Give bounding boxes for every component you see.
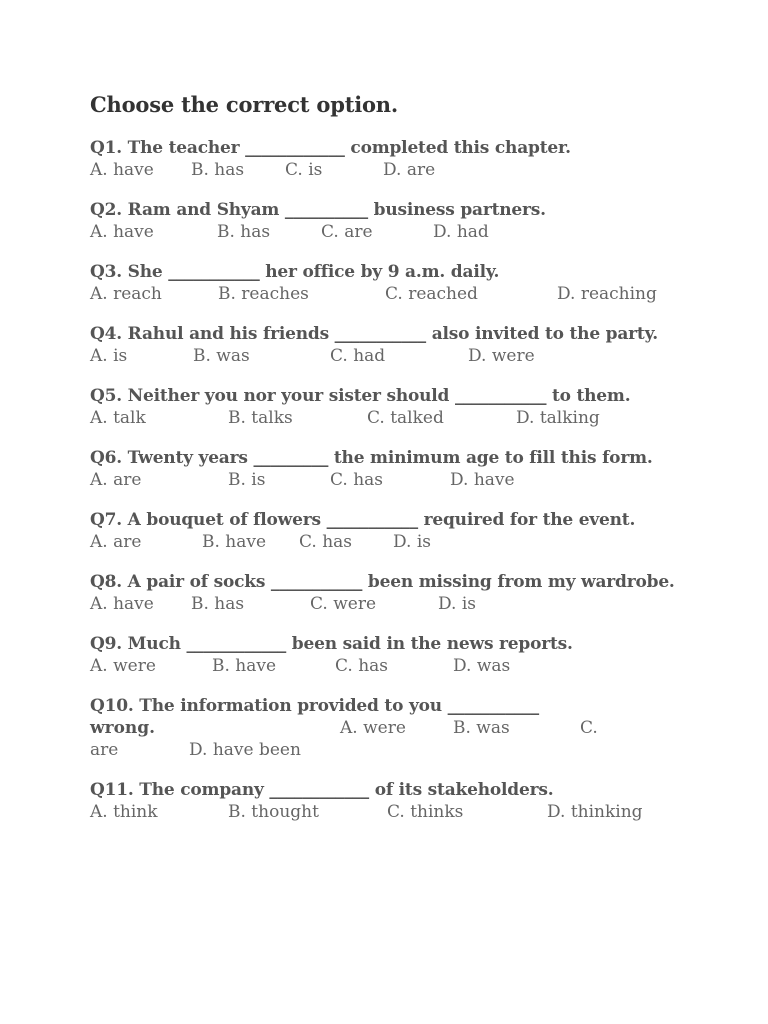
question-text: Q11. The company ____________ of its stakeholders. [90, 780, 554, 800]
option-a: A. think [90, 802, 158, 822]
question-text: Q10. The information provided to you ___________ [90, 696, 539, 716]
option-d: D. have [450, 470, 515, 490]
option-c: C. is [285, 160, 323, 180]
options-row [90, 407, 690, 429]
option-b: B. was [453, 718, 510, 738]
option-c: C. reached [385, 284, 478, 304]
option-a: A. are [90, 470, 142, 490]
option-a: A. reach [90, 284, 162, 304]
question-9 [90, 633, 690, 677]
options-row [90, 655, 690, 677]
question-text: Q3. She ___________ her office by 9 a.m. daily. [90, 262, 500, 282]
options-row [90, 159, 690, 181]
question-text: Q8. A pair of socks ___________ been missing from my wardrobe. [90, 572, 675, 592]
option-d: D. is [393, 532, 431, 552]
question-3 [90, 261, 690, 305]
question-5 [90, 385, 690, 429]
option-b: B. has [217, 222, 271, 242]
option-d: D. are [383, 160, 436, 180]
option-d: D. was [453, 656, 511, 676]
option-a: A. have [90, 160, 154, 180]
option-c: C. [580, 718, 598, 738]
options-row [90, 469, 690, 491]
question-10 [90, 695, 690, 761]
option-b: B. talks [228, 408, 293, 428]
option-c: C. were [310, 594, 377, 614]
option-b: B. have [202, 532, 267, 552]
question-text-continued [90, 717, 690, 739]
option-d: D. reaching [557, 284, 657, 304]
option-d: D. were [468, 346, 535, 366]
option-c-text: are [90, 740, 119, 760]
worksheet [90, 92, 690, 841]
question-text: Q9. Much ____________ been said in the news reports. [90, 634, 573, 654]
question-6 [90, 447, 690, 491]
option-b: B. has [191, 160, 245, 180]
option-c: C. talked [367, 408, 444, 428]
options-row [90, 283, 690, 305]
option-d: D. have been [189, 740, 301, 760]
question-text-wrap: wrong. [90, 718, 156, 738]
option-d: D. is [438, 594, 476, 614]
options-row [90, 531, 690, 553]
worksheet-title: Choose the correct option. [90, 92, 398, 117]
option-b: B. have [212, 656, 277, 676]
options-row [90, 345, 690, 367]
option-a: A. were [340, 718, 406, 738]
option-c: C. thinks [387, 802, 464, 822]
option-a: A. have [90, 222, 154, 242]
question-1 [90, 137, 690, 181]
question-8 [90, 571, 690, 615]
options-row [90, 739, 690, 761]
option-b: B. thought [228, 802, 319, 822]
question-2 [90, 199, 690, 243]
option-c: C. has [335, 656, 389, 676]
option-c: C. has [299, 532, 353, 552]
options-row [90, 801, 690, 823]
question-text: Q6. Twenty years _________ the minimum age to fill this form. [90, 448, 653, 468]
question-7 [90, 509, 690, 553]
question-4 [90, 323, 690, 367]
option-a: A. are [90, 532, 142, 552]
question-text: Q1. The teacher ____________ completed this chapter. [90, 138, 571, 158]
option-c: C. has [330, 470, 384, 490]
option-a: A. have [90, 594, 154, 614]
option-a: A. is [90, 346, 128, 366]
option-d: D. had [433, 222, 489, 242]
option-d: D. talking [516, 408, 600, 428]
option-d: D. thinking [547, 802, 643, 822]
question-text: Q7. A bouquet of flowers ___________ required for the event. [90, 510, 636, 530]
option-a: A. were [90, 656, 156, 676]
question-11 [90, 779, 690, 823]
option-c: C. had [330, 346, 386, 366]
option-a: A. talk [90, 408, 146, 428]
option-b: B. has [191, 594, 245, 614]
option-b: B. reaches [218, 284, 309, 304]
question-text: Q2. Ram and Shyam __________ business partners. [90, 200, 546, 220]
option-b: B. was [193, 346, 250, 366]
options-row [90, 593, 690, 615]
option-b: B. is [228, 470, 266, 490]
question-text: Q4. Rahul and his friends ___________ also invited to the party. [90, 324, 659, 344]
option-c: C. are [321, 222, 373, 242]
question-text: Q5. Neither you nor your sister should ___________ to them. [90, 386, 631, 406]
options-row [90, 221, 690, 243]
